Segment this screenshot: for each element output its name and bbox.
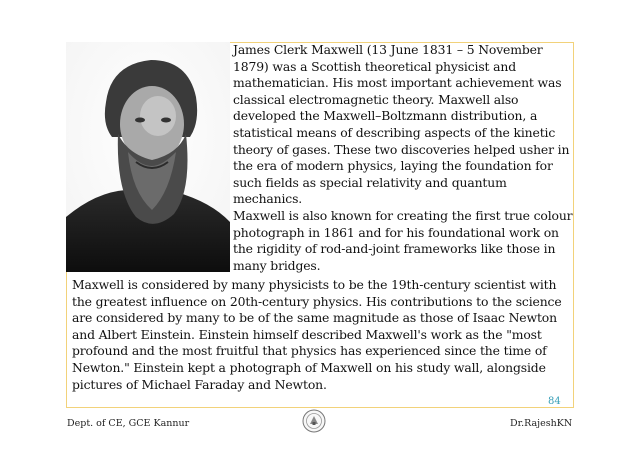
page-number: 84 <box>548 396 561 407</box>
influence-paragraph: Maxwell is considered by many physicists to be the 19th-century scientist with the greatest influence on 20th-century physics. His contributions to the science are considered by many to be of the same magnitude as those of Isaac Newton and Albert Einstein. Einstein himself described Maxwell's work as the "most profound and the most fruitful that physics has experienced since the time of Newton." Einstein kept a photograph of Maxwell on his study wall, alongside pictures of Michael Faraday and Newton. <box>72 277 562 392</box>
bio-paragraph-2: Maxwell is also known for creating the first true colour photograph in 1861 and for his foundational work on the rigidity of rod-and-joint frameworks like those in many bridges. <box>233 207 573 273</box>
footer-author: Dr.RajeshKN <box>510 418 573 429</box>
bio-paragraph-1: James Clerk Maxwell (13 June 1831 – 5 November 1879) was a Scottish theoretical physicist and mathematician. His most important achievement was classical electromagnetic theory. Maxwell also developed the Maxwell–Boltzmann distribution, a statistical means of describing aspects of the kinetic theory of gases. These two discoveries helped usher in the era of modern physics, laying the foundation for such fields as special relativity and quantum mechanics. <box>233 42 570 207</box>
footer-department: Dept. of CE, GCE Kannur <box>67 418 190 429</box>
college-seal-icon <box>302 409 326 433</box>
maxwell-portrait <box>66 42 230 272</box>
bio-text-block <box>233 42 573 274</box>
